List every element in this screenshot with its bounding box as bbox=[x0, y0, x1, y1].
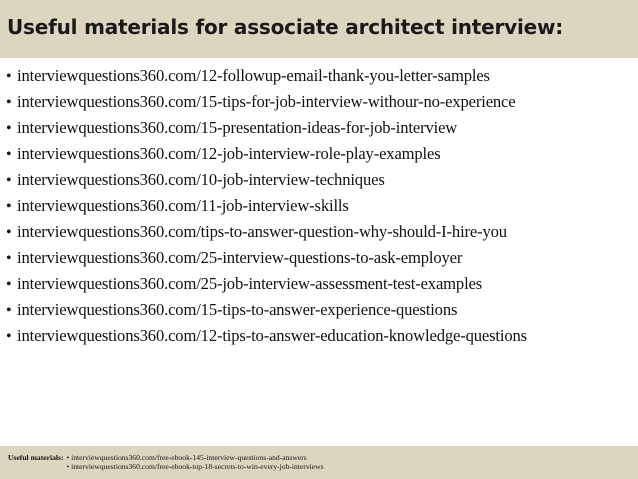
material-link[interactable]: interviewquestions360.com/15-tips-for-job-interview-withour-no-experience bbox=[17, 92, 516, 111]
slide-footer bbox=[0, 446, 638, 479]
list-item bbox=[6, 89, 636, 115]
footer-content bbox=[8, 453, 324, 471]
material-link[interactable]: interviewquestions360.com/25-interview-questions-to-ask-employer bbox=[17, 248, 463, 267]
list-item bbox=[66, 453, 323, 462]
materials-link-list bbox=[6, 63, 636, 349]
footer-link-list bbox=[66, 453, 323, 471]
footer-link[interactable]: interviewquestions360.com/free-ebook-145-interview-questions-and-answers bbox=[71, 453, 307, 462]
list-item bbox=[6, 245, 636, 271]
list-item bbox=[6, 297, 636, 323]
list-item bbox=[6, 63, 636, 89]
bullet-icon: • bbox=[6, 94, 12, 111]
material-link[interactable]: interviewquestions360.com/15-presentation-ideas-for-job-interview bbox=[17, 118, 458, 137]
material-link[interactable]: interviewquestions360.com/tips-to-answer-question-why-should-I-hire-you bbox=[17, 222, 507, 241]
list-item bbox=[6, 115, 636, 141]
list-item bbox=[66, 462, 323, 471]
bullet-icon: • bbox=[6, 224, 12, 241]
bullet-icon: • bbox=[66, 453, 70, 462]
material-link[interactable]: interviewquestions360.com/11-job-interview-skills bbox=[17, 196, 349, 215]
footer-link[interactable]: interviewquestions360.com/free-ebook-top-18-secrets-to-win-every-job-interviews bbox=[71, 462, 324, 471]
material-link[interactable]: interviewquestions360.com/10-job-interview-techniques bbox=[17, 170, 385, 189]
material-link[interactable]: interviewquestions360.com/15-tips-to-answer-experience-questions bbox=[17, 300, 458, 319]
bullet-icon: • bbox=[6, 68, 12, 85]
footer-label: Useful materials: bbox=[8, 453, 64, 462]
bullet-icon: • bbox=[6, 302, 12, 319]
bullet-icon: • bbox=[6, 198, 12, 215]
bullet-icon: • bbox=[6, 328, 12, 345]
list-item bbox=[6, 323, 636, 349]
list-item bbox=[6, 141, 636, 167]
material-link[interactable]: interviewquestions360.com/25-job-interview-assessment-test-examples bbox=[17, 274, 483, 293]
bullet-icon: • bbox=[6, 172, 12, 189]
slide-header bbox=[0, 0, 638, 58]
page-title: Useful materials for associate architect interview: bbox=[7, 15, 564, 39]
bullet-icon: • bbox=[6, 250, 12, 267]
bullet-icon: • bbox=[6, 120, 12, 137]
list-item bbox=[6, 167, 636, 193]
list-item bbox=[6, 271, 636, 297]
bullet-icon: • bbox=[6, 276, 12, 293]
list-item bbox=[6, 219, 636, 245]
material-link[interactable]: interviewquestions360.com/12-followup-email-thank-you-letter-samples bbox=[17, 66, 490, 85]
bullet-icon: • bbox=[66, 462, 70, 471]
list-item bbox=[6, 193, 636, 219]
material-link[interactable]: interviewquestions360.com/12-tips-to-answer-education-knowledge-questions bbox=[17, 326, 527, 345]
material-link[interactable]: interviewquestions360.com/12-job-interview-role-play-examples bbox=[17, 144, 441, 163]
bullet-icon: • bbox=[6, 146, 12, 163]
